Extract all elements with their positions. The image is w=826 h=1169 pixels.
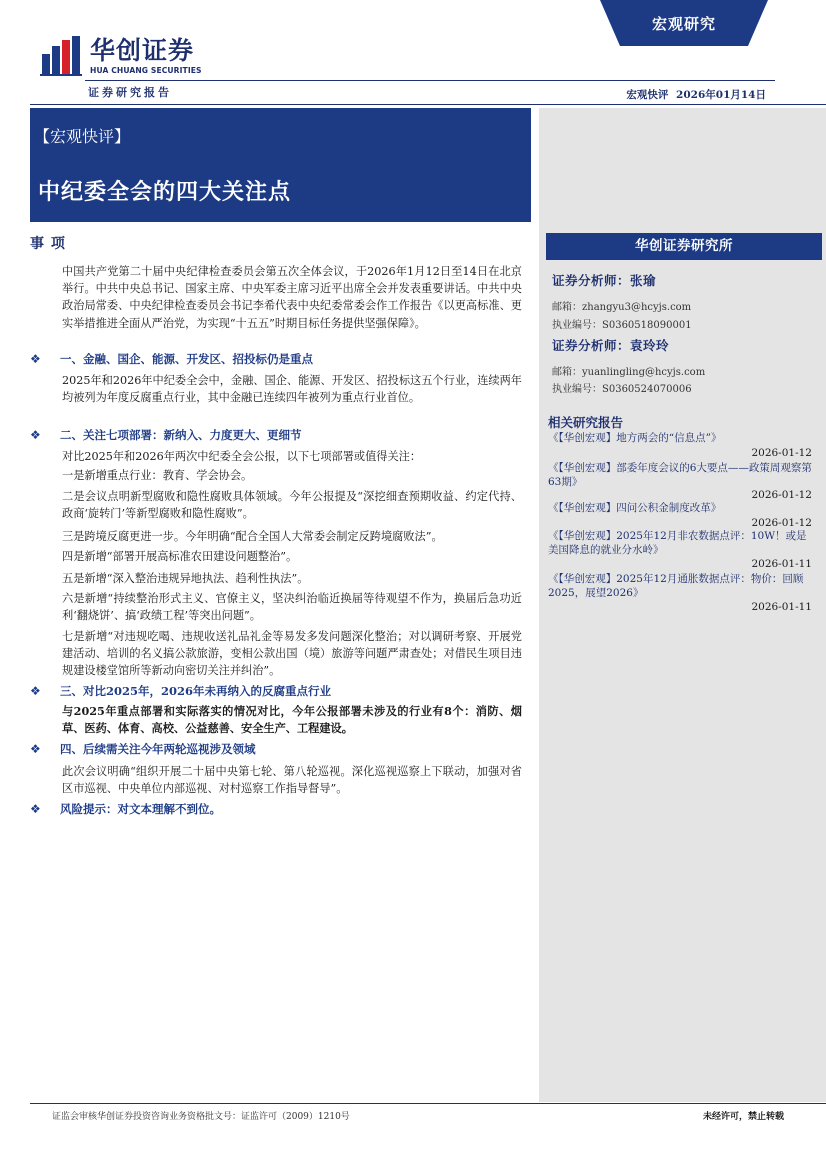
logo-mark-icon — [40, 34, 84, 78]
point-1-heading — [30, 351, 522, 368]
point-1-body: 2025年和2026年中纪委全会中，金融、国企、能源、开发区、招投标这五个行业，连续两年均被列为年度反腐重点行业，其中金融已连续四年被列为重点行业首位。 — [62, 374, 522, 405]
intro-paragraph: 中国共产党第二十届中央纪律检查委员会第五次全体会议，于2026年1月12日至14日在北京举行。中共中央总书记、国家主席、中央军委主席习近平出席全会并发表重要讲话。中共中央政治局常委、中央纪律检查委员会书记李希代表中央纪委常委会作工作报告《以更高标准、更实举措推进全面从严治党，为实现“十五五”时期目标任务提供坚强保障》。 — [62, 265, 522, 330]
related-report-link[interactable]: 《【华创宏观】四问公积金制度改革》 — [548, 502, 722, 514]
sidebar-header: 华创证券研究所 — [546, 233, 822, 260]
analyst-2-license: 执业编号：S0360524070006 — [552, 384, 692, 395]
point-2-item-2: 二是会议点明新型腐败和隐性腐败具体领域。今年公报提及“深挖细查预期收益、约定代持、政商‘旋转门’等新型腐败和隐性腐败”。 — [62, 490, 522, 521]
related-report-date: 2026-01-12 — [751, 517, 812, 529]
point-2-item-6: 六是新增“持续整治形式主义、官僚主义，坚决纠治临近换届等待观望不作为，换届后急功近利‘翻烧饼’、搞‘政绩工程’等突出问题”。 — [62, 592, 522, 623]
related-report-link[interactable]: 《【华创宏观】地方两会的“信息点”》 — [548, 432, 722, 444]
report-kind: 证券研究报告 — [88, 86, 172, 99]
report-title: 中纪委全会的四大关注点 — [38, 179, 292, 205]
risk-heading — [30, 801, 522, 818]
brand-name-en: HUA CHUANG SECURITIES — [90, 65, 202, 75]
point-4-title: 四、后续需关注今年两轮巡视涉及领域 — [60, 742, 256, 756]
point-3-title: 三、对比2025年，2026年未再纳入的反腐重点行业 — [60, 684, 332, 698]
header-divider — [85, 80, 775, 81]
point-4-body: 此次会议明确“组织开展二十届中央第七轮、第八轮巡视。深化巡视巡察上下联动，加强对省区市巡视、中央单位内部巡视、对村巡察工作指导督导”。 — [62, 765, 522, 796]
brand-logo — [40, 34, 202, 78]
related-report-date: 2026-01-12 — [751, 489, 812, 501]
diamond-bullet-icon: ❖ — [30, 352, 41, 366]
diamond-bullet-icon: ❖ — [30, 802, 41, 816]
diamond-bullet-icon: ❖ — [30, 428, 41, 442]
section-heading: 事 项 — [30, 236, 66, 252]
analyst-2-name: 证券分析师：袁玲玲 — [552, 338, 670, 353]
risk-text: 风险提示：对文本理解不到位。 — [60, 802, 221, 816]
diamond-bullet-icon: ❖ — [30, 684, 41, 698]
point-2-item-7: 七是新增“对违规吃喝、违规收送礼品礼金等易发多发问题深化整治；对以调研考察、开展党建活动、培训的名义搞公款旅游，变相公款出国（境）旅游等问题严肃查处；对借民生项目违规建设楼堂馆所等新动向密切关注并纠治”。 — [62, 630, 522, 678]
related-report-date: 2026-01-11 — [751, 601, 812, 613]
report-date: 宏观快评 2026年01月14日 — [626, 89, 766, 101]
related-report-link[interactable]: 《【华创宏观】部委年度会议的6大要点——政策周观察第63期》 — [548, 462, 812, 488]
footer-copyright: 未经许可，禁止转载 — [702, 1112, 784, 1122]
analyst-2-email[interactable]: 邮箱：yuanlingling@hcyjs.com — [552, 367, 706, 378]
analyst-1-name: 证券分析师：张瑜 — [552, 273, 657, 288]
analyst-1-license: 执业编号：S0360518090001 — [552, 320, 692, 331]
point-2-title: 二、关注七项部署：新纳入、力度更大、更细节 — [60, 428, 302, 442]
point-2-item-3: 三是跨境反腐更进一步。今年明确“配合全国人大常委会制定反跨境腐败法”。 — [62, 530, 443, 543]
point-2-item-4: 四是新增“部署开展高标准农田建设问题整治”。 — [62, 550, 298, 563]
related-reports-title: 相关研究报告 — [548, 415, 624, 430]
point-2-intro: 对比2025年和2026年两次中纪委全会公报，以下七项部署或值得关注： — [62, 450, 422, 463]
analyst-1-email[interactable]: 邮箱：zhangyu3@hcyjs.com — [552, 302, 692, 313]
header-divider-bottom — [30, 104, 826, 105]
footer-divider — [30, 1103, 826, 1104]
related-report-date: 2026-01-11 — [751, 558, 812, 570]
brand-name-cn: 华创证券 — [90, 35, 195, 65]
point-2-item-1: 一是新增重点行业：教育、学会协会。 — [62, 469, 253, 482]
point-1-title: 一、金融、国企、能源、开发区、招投标仍是重点 — [60, 352, 313, 366]
related-report-date: 2026-01-12 — [751, 447, 812, 459]
point-3-heading — [30, 683, 522, 700]
related-report-link[interactable]: 《【华创宏观】2025年12月非农数据点评：10W！或是美国降息的就业分水岭》 — [548, 530, 807, 556]
related-report-link[interactable]: 《【华创宏观】2025年12月通胀数据点评：物价：回顾2025，展望2026》 — [548, 573, 804, 599]
corner-tab-label: 宏观研究 — [651, 15, 716, 33]
point-2-heading — [30, 427, 522, 444]
footer-license: 证监会审核华创证券投资咨询业务资格批文号：证监许可（2009）1210号 — [52, 1112, 350, 1122]
point-3-body: 与2025年重点部署和实际落实的情况对比，今年公报部署未涉及的行业有8个：消防、烟草、医药、体育、高校、公益慈善、安全生产、工程建设。 — [62, 704, 522, 736]
diamond-bullet-icon: ❖ — [30, 742, 41, 756]
report-tag: 【宏观快评】 — [34, 127, 131, 146]
point-4-heading — [30, 741, 522, 758]
point-2-item-5: 五是新增“深入整治违规异地执法、趋利性执法”。 — [62, 572, 309, 585]
